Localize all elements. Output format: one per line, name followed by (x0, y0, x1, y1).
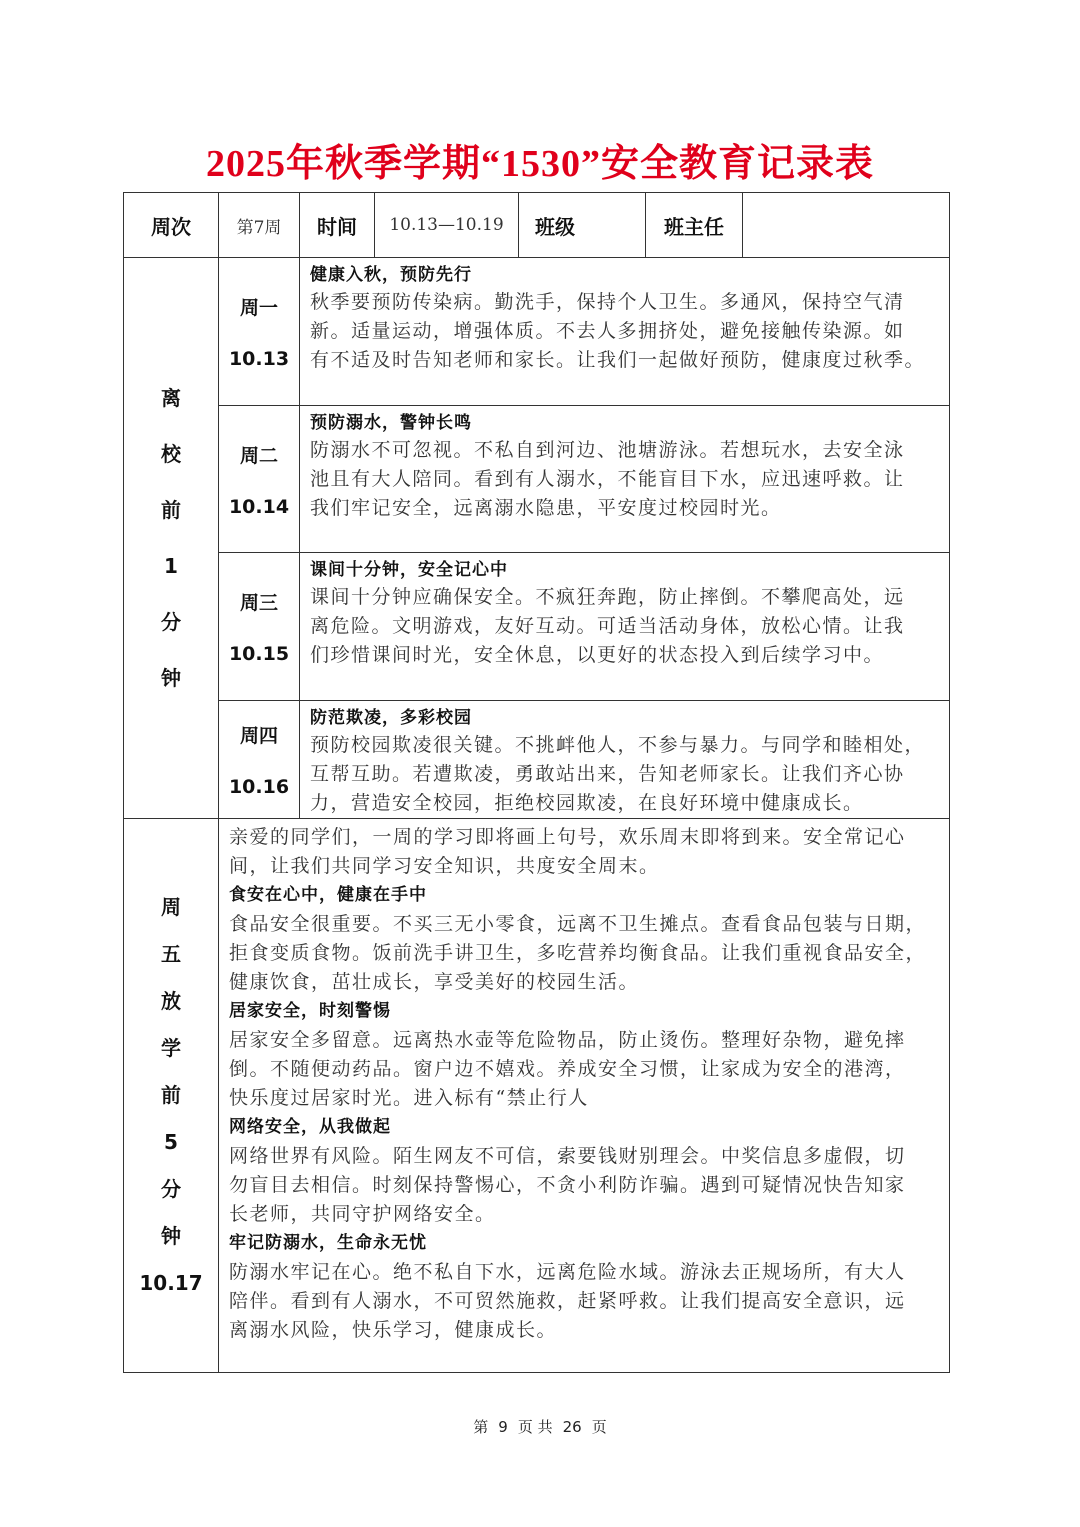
day-content-wednesday (300, 553, 950, 701)
day-content-tuesday (300, 406, 950, 553)
day-name: 周四 (239, 725, 278, 747)
footer-total-pages: 26 (562, 1418, 582, 1436)
day-date: 10.15 (228, 643, 290, 665)
day-date: 10.13 (228, 348, 290, 370)
content-heading: 健康入秋，预防先行 (310, 265, 472, 285)
day-row-tuesday (124, 406, 950, 553)
day-row-friday (124, 819, 950, 1373)
day-row-thursday (124, 701, 950, 819)
content-line: 有不适及时告知老师和家长。让我们一起做好预防，健康度过秋季。 (310, 349, 926, 371)
label-char: 学 (161, 1036, 181, 1060)
day-row-monday (124, 258, 950, 406)
content-line: 互帮互助。若遭欺凌，勇敢站出来，告知老师家长。让我们齐心协 (310, 763, 905, 785)
section-line: 勿盲目去相信。时刻保持警惕心，不贪小利防诈骗。遇到可疑情况快告知家 (229, 1174, 906, 1196)
intro-line: 间，让我们共同学习安全知识，共度安全周末。 (229, 855, 660, 877)
section-line: 离溺水风险，快乐学习，健康成长。 (229, 1319, 558, 1341)
day-cell-thursday (219, 701, 300, 819)
page-title: 2025年秋季学期“1530”安全教育记录表 (205, 143, 874, 185)
content-line: 预防校园欺凌很关键。不挑衅他人，不参与暴力。与同学和睦相处， (310, 734, 926, 756)
week-value[interactable]: 第7周 (219, 193, 300, 258)
content-heading: 课间十分钟，安全记心中 (310, 560, 508, 580)
content-line: 力，营造安全校园，拒绝校园欺凌，在良好环境中健康成长。 (310, 792, 864, 814)
page-footer (0, 1416, 1080, 1437)
friday-label (124, 819, 219, 1373)
label-char: 放 (161, 989, 181, 1013)
day-row-wednesday (124, 553, 950, 701)
day-date: 10.14 (228, 495, 290, 518)
section-line: 陪伴。看到有人溺水，不可贸然施救，赶紧呼救。让我们提高安全意识，远 (229, 1290, 906, 1312)
label-char: 钟 (161, 666, 181, 690)
section-line: 快乐度过居家时光。进入标有“禁止行人 (229, 1087, 589, 1109)
section-heading: 食安在心中，健康在手中 (229, 885, 427, 905)
day-name: 周二 (239, 444, 278, 467)
content-line: 课间十分钟应确保安全。不疯狂奔跑，防止摔倒。不攀爬高处，远 (310, 586, 905, 608)
day-cell-tuesday (219, 406, 300, 553)
footer-middle: 页 共 (517, 1418, 553, 1436)
label-char: 1 (164, 554, 178, 578)
content-heading: 预防溺水，警钟长鸣 (310, 413, 472, 433)
section-line: 食品安全很重要。不买三无小零食，远离不卫生摊点。查看食品包装与日期， (229, 913, 927, 935)
header-row (124, 193, 950, 258)
content-line: 防溺水不可忽视。不私自到河边、池塘游泳。若想玩水，去安全泳 (310, 439, 905, 461)
label-char: 五 (161, 942, 181, 966)
section-heading: 网络安全，从我做起 (229, 1117, 391, 1137)
content-line: 秋季要预防传染病。勤洗手，保持个人卫生。多通风，保持空气清 (310, 291, 905, 313)
label-char: 周 (161, 895, 181, 919)
day-cell-monday (219, 258, 300, 406)
section-line: 拒食变质食物。饭前洗手讲卫生，多吃营养均衡食品。让我们重视食品安全， (229, 942, 927, 964)
label-char: 校 (161, 442, 181, 466)
footer-suffix: 页 (591, 1418, 607, 1436)
intro-line: 亲爱的同学们，一周的学习即将画上句号，欢乐周末即将到来。安全常记心 (229, 826, 906, 848)
section-heading: 牢记防溺水，生命永无忧 (229, 1233, 427, 1253)
class-label-text: 班级 (535, 214, 575, 239)
label-char: 分 (161, 610, 181, 634)
footer-prefix: 第 (473, 1418, 489, 1436)
friday-content (219, 819, 950, 1373)
safety-record-table (123, 192, 950, 1373)
label-char: 前 (161, 1083, 181, 1107)
time-value[interactable]: 10.13—10.19 (375, 193, 519, 258)
label-char: 前 (161, 498, 181, 522)
week-label: 周次 (124, 193, 219, 258)
day-name: 周三 (239, 592, 278, 614)
label-char: 10.17 (139, 1271, 203, 1295)
footer-page-number: 9 (498, 1418, 508, 1436)
day-date: 10.16 (228, 776, 290, 798)
content-heading: 防范欺凌，多彩校园 (310, 708, 472, 728)
label-char: 分 (161, 1177, 181, 1201)
content-line: 我们牢记安全，远离溺水隐患，平安度过校园时光。 (310, 497, 782, 519)
section-line: 健康饮食，茁壮成长，享受美好的校园生活。 (229, 971, 640, 993)
day-content-thursday (300, 701, 950, 819)
day-name: 周一 (239, 297, 278, 319)
section-line: 网络世界有风险。陌生网友不可信，索要钱财别理会。中奖信息多虚假，切 (229, 1145, 906, 1167)
teacher-value[interactable] (743, 193, 950, 258)
section-line: 长老师，共同守护网络安全。 (229, 1203, 496, 1225)
section-line: 居家安全多留意。远离热水壶等危险物品，防止烫伤。整理好杂物，避免摔 (229, 1029, 906, 1051)
time-label: 时间 (300, 193, 375, 258)
content-line: 新。适量运动，增强体质。不去人多拥挤处，避免接触传染源。如 (310, 320, 905, 342)
content-line: 们珍惜课间时光，安全休息，以更好的状态投入到后续学习中。 (310, 644, 885, 666)
label-char: 离 (161, 386, 181, 410)
content-line: 离危险。文明游戏，友好互动。可适当活动身体，放松心情。让我 (310, 615, 905, 637)
day-cell-wednesday (219, 553, 300, 701)
section-line: 防溺水牢记在心。绝不私自下水，远离危险水域。游泳去正规场所，有大人 (229, 1261, 906, 1283)
label-char: 钟 (161, 1224, 181, 1248)
section-line: 倒。不随便动药品。窗户边不嬉戏。养成安全习惯，让家成为安全的港湾， (229, 1058, 906, 1080)
class-label (519, 193, 646, 258)
day-content-monday (300, 258, 950, 406)
label-char: 5 (164, 1130, 178, 1154)
before-school-label (124, 258, 219, 819)
content-line: 池且有大人陪同。看到有人溺水，不能盲目下水，应迅速呼救。让 (310, 468, 905, 490)
teacher-label: 班主任 (646, 193, 743, 258)
section-heading: 居家安全，时刻警惕 (229, 1001, 391, 1021)
